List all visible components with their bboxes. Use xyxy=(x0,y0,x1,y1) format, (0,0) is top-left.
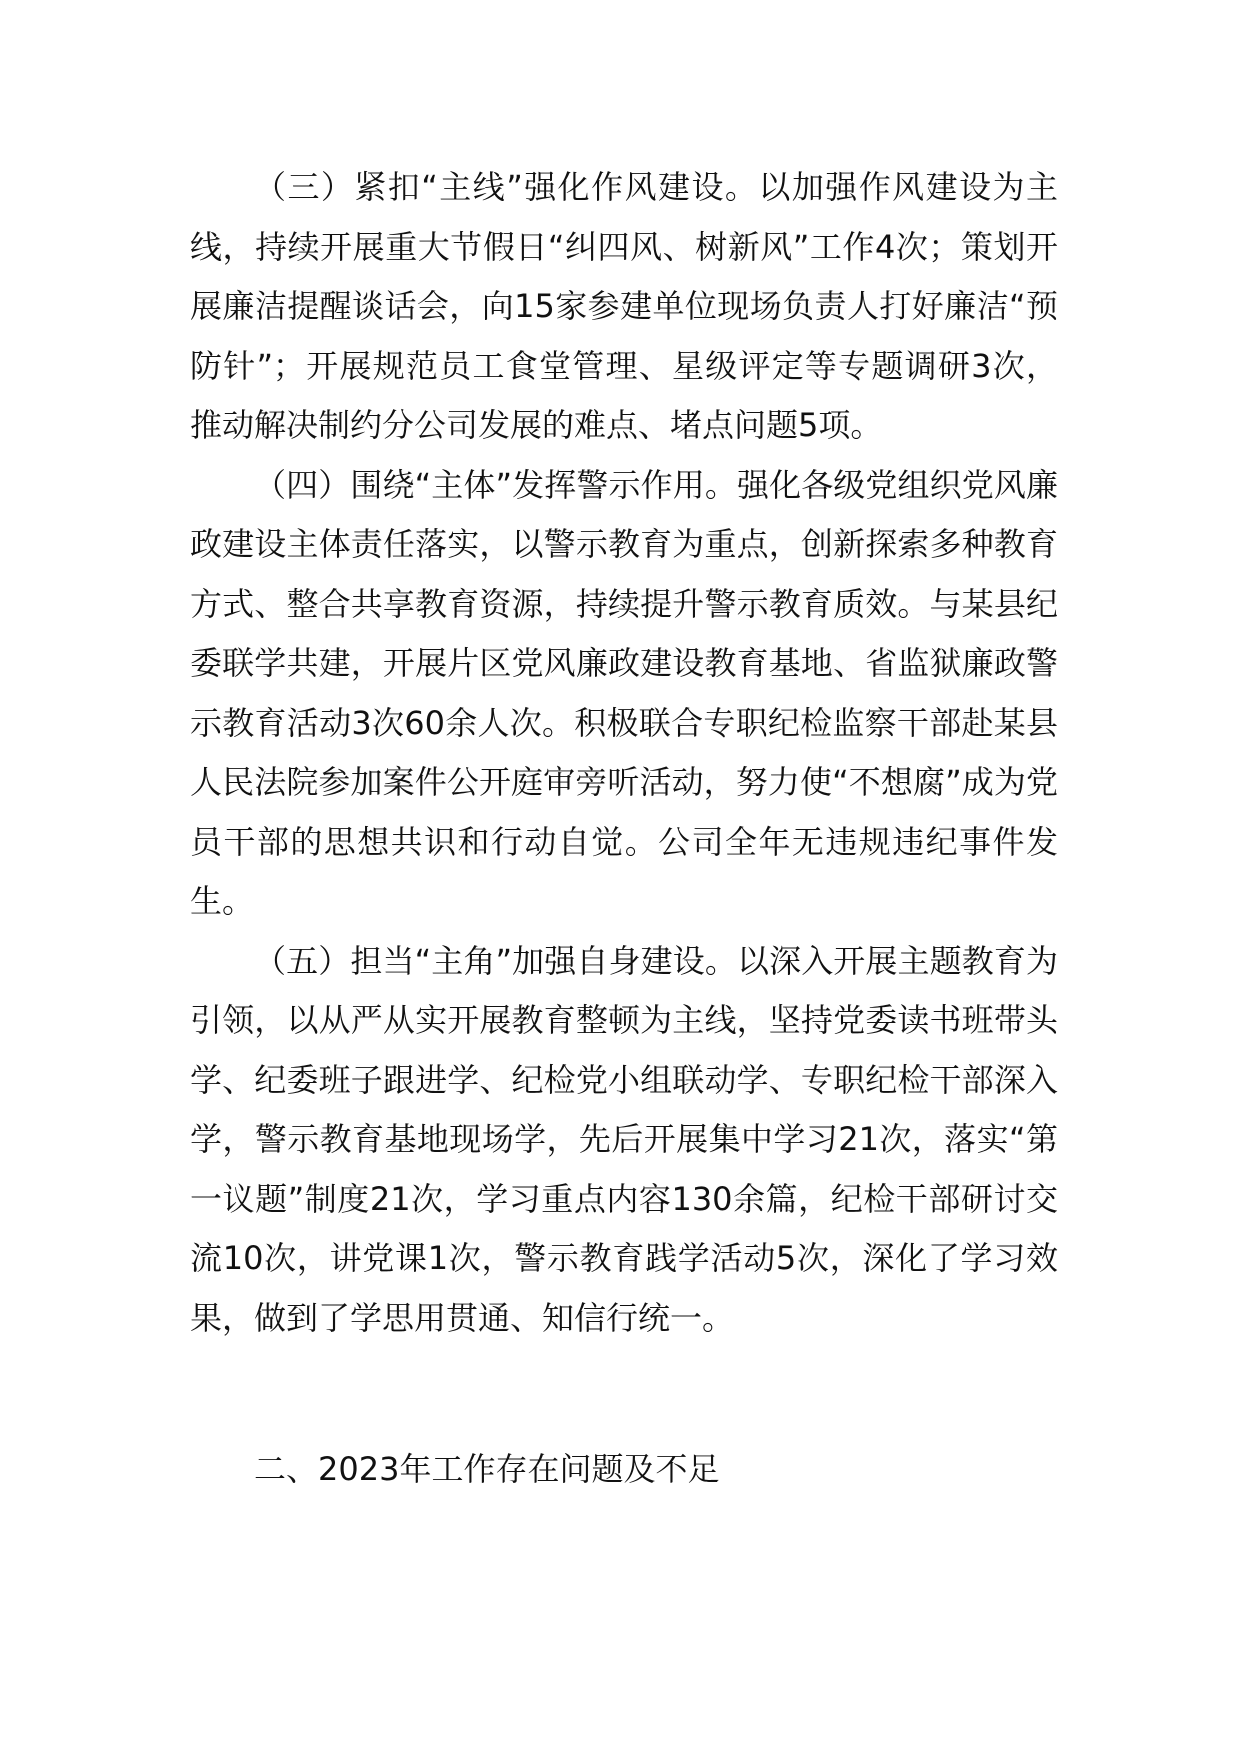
document-body xyxy=(190,158,1058,1348)
paragraph-section-4: （四）围绕“主体”发挥警示作用。强化各级党组织党风廉政建设主体责任落实，以警示教育为重点，创新探索多种教育方式、整合共享教育资源，持续提升警示教育质效。与某县纪委联学共建，开展片区党风廉政建设教育基地、省监狱廉政警示教育活动3次60余人次。积极联合专职纪检监察干部赴某县人民法院参加案件公开庭审旁听活动，努力使“不想腐”成为党员干部的思想共识和行动自觉。公司全年无违规违纪事件发生。 xyxy=(190,465,1058,920)
paragraph-section-5: （五）担当“主角”加强自身建设。以深入开展主题教育为引领，以从严从实开展教育整顿为主线，坚持党委读书班带头学、纪委班子跟进学、纪检党小组联动学、专职纪检干部深入学，警示教育基地现场学，先后开展集中学习21次，落实“第一议题”制度21次，学习重点内容130余篇，纪检干部研讨交流10次，讲党课1次，警示教育践学活动5次，深化了学习效果，做到了学思用贯通、知信行统一。 xyxy=(190,941,1058,1337)
paragraph-section-3: （三）紧扣“主线”强化作风建设。以加强作风建设为主线，持续开展重大节假日“纠四风、树新风”工作4次；策划开展廉洁提醒谈话会，向15家参建单位现场负责人打好廉洁“预防针”；开展规范员工食堂管理、星级评定等专题调研3次，推动解决制约分公司发展的难点、堵点问题5项。 xyxy=(190,168,1058,444)
section-heading: 二、2023年工作存在问题及不足 xyxy=(254,1450,720,1488)
